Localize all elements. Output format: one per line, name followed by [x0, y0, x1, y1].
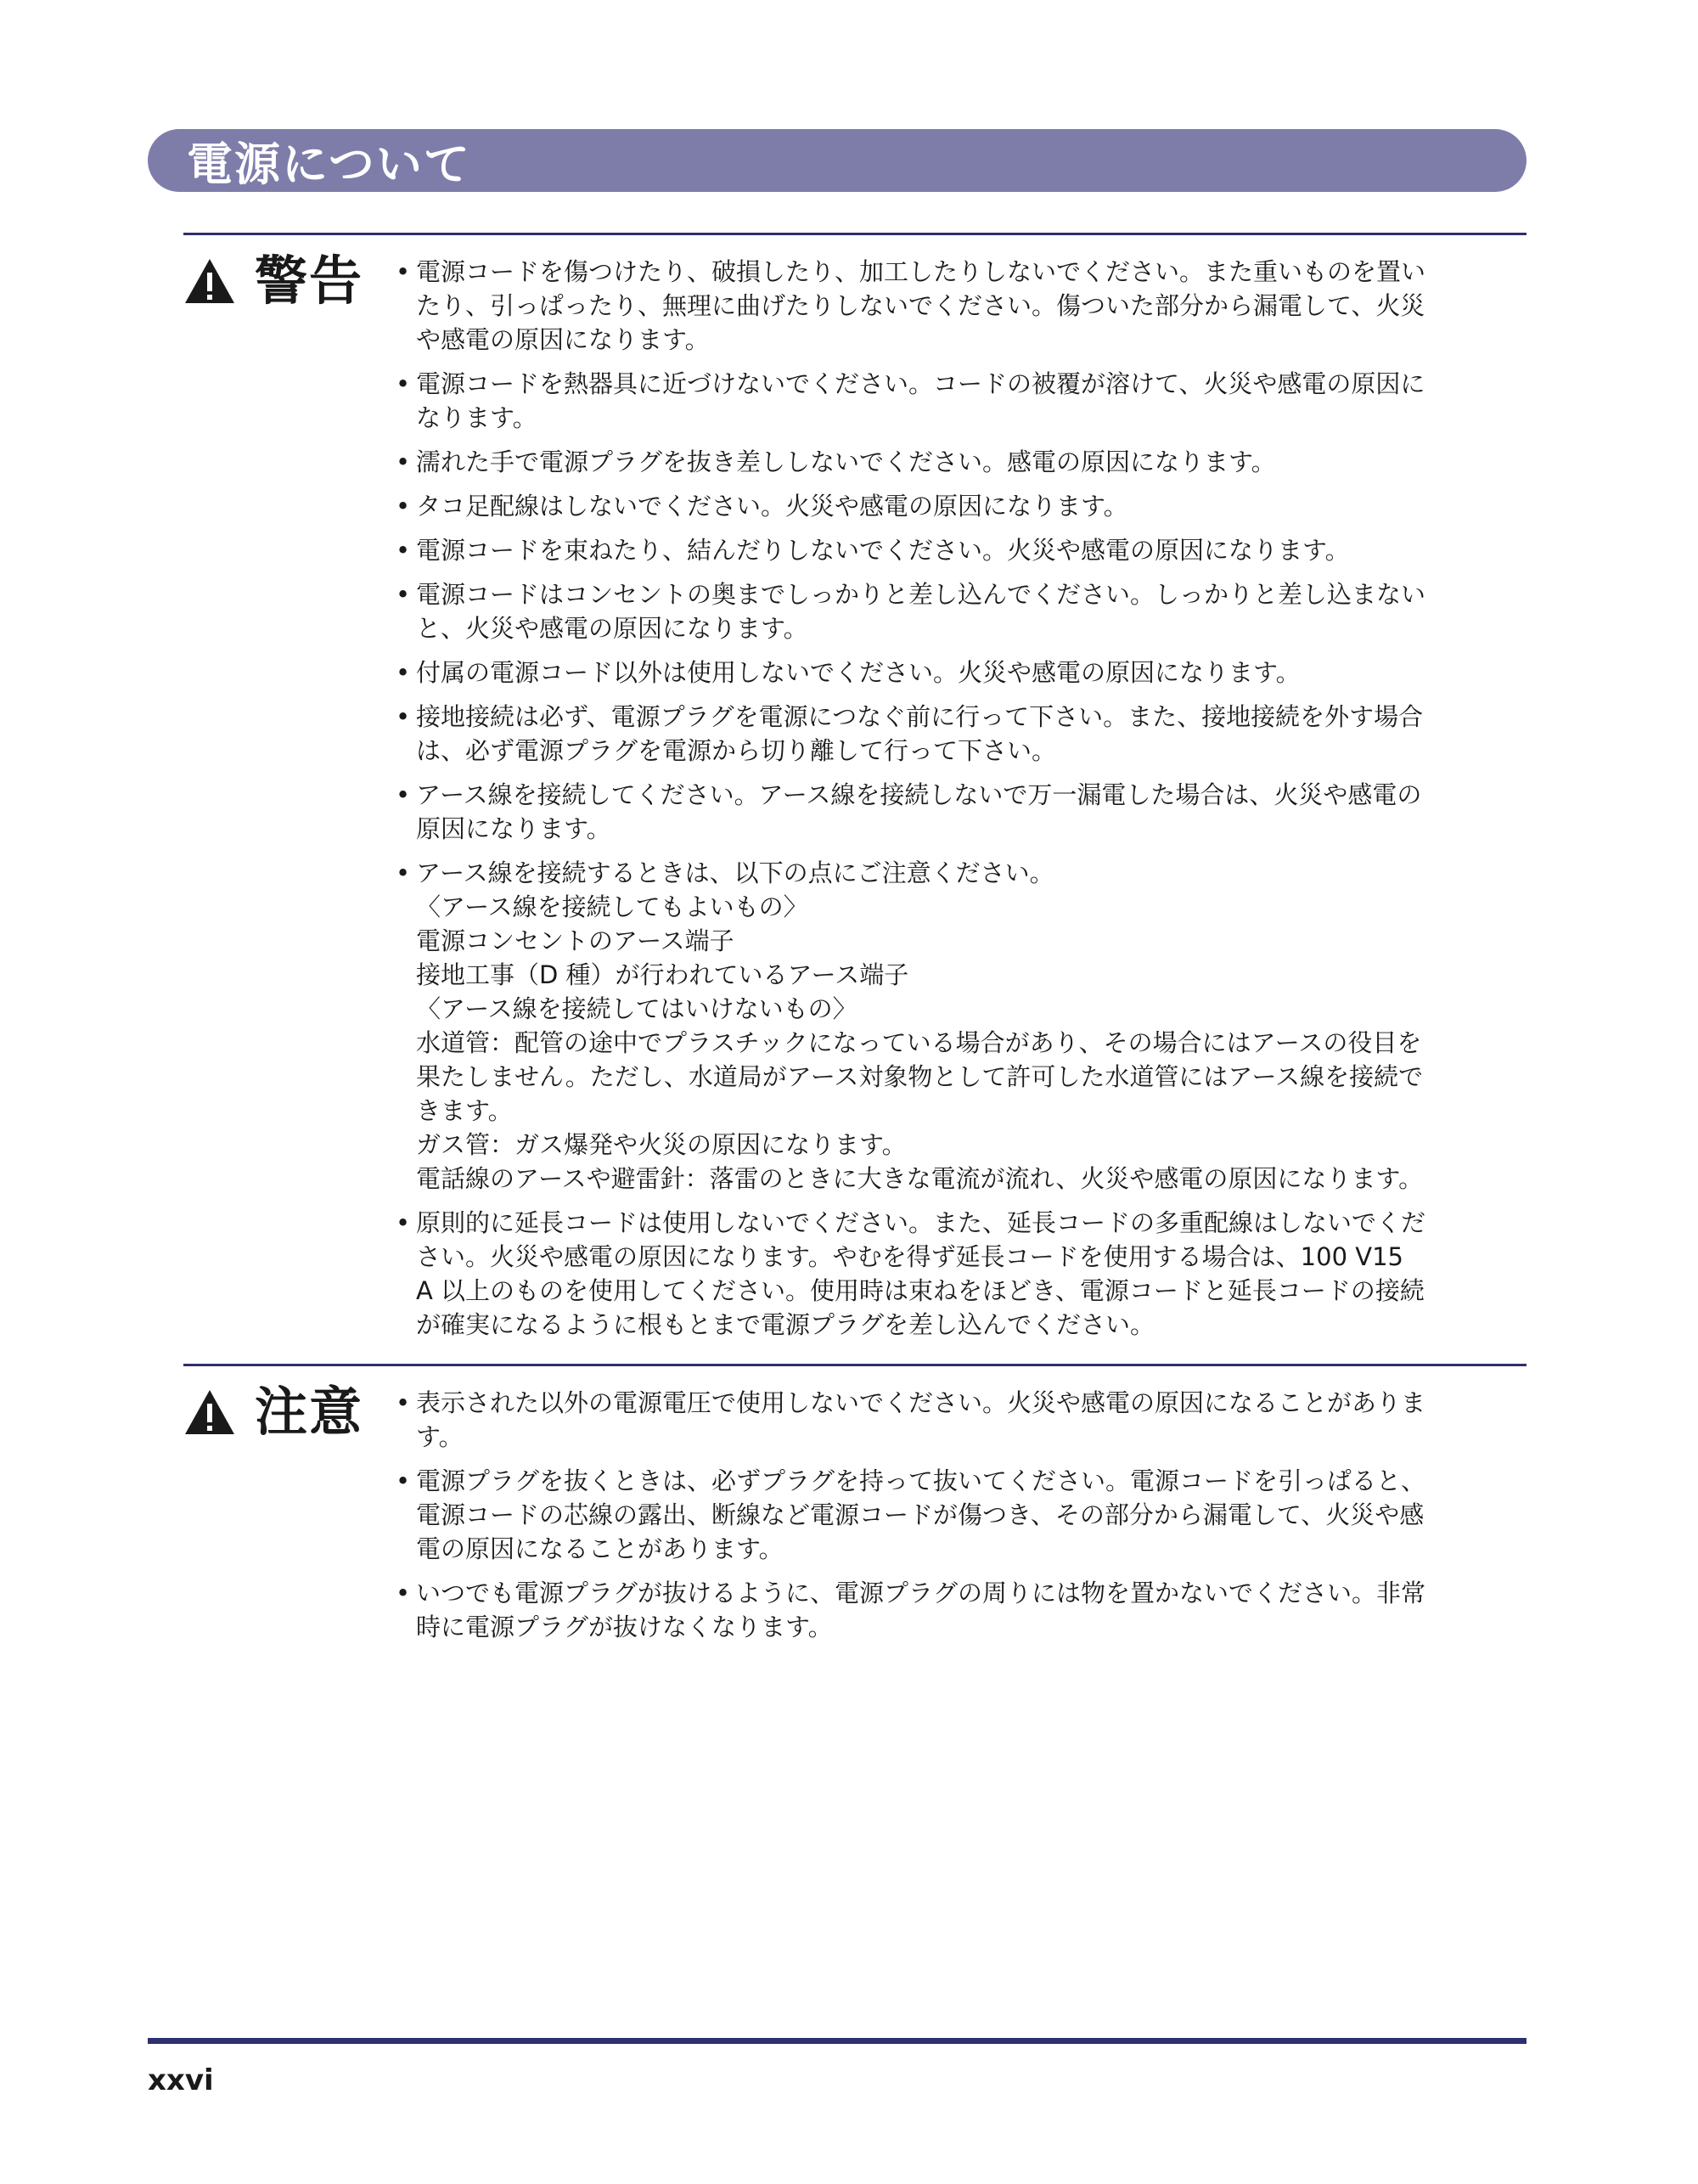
- bullet-icon: •: [396, 1579, 411, 1607]
- warning-label: 警告: [255, 250, 364, 312]
- text-line: 接地工事（D 種）が行われているアース端子: [416, 960, 909, 989]
- text-line: 電源コードを熱器具に近づけないでください。コードの被覆が溶けて、火災や感電の原因に: [416, 369, 1425, 398]
- bullet-icon: •: [396, 580, 411, 609]
- text-line: 電源コンセントのアース端子: [416, 926, 734, 955]
- bullet-icon: •: [396, 658, 411, 687]
- caution-top-rule: [183, 1364, 1527, 1366]
- text-line: きます。: [416, 1096, 513, 1125]
- page-title-bar: [148, 129, 1527, 192]
- bullet-icon: •: [396, 492, 411, 521]
- text-line: 濡れた手で電源プラグを抜き差ししないでください。感電の原因になります。: [416, 447, 1276, 476]
- text-line: 電源コードはコンセントの奥までしっかりと差し込んでください。しっかりと差し込まない: [416, 580, 1426, 609]
- page-number: xxvi: [148, 2063, 214, 2097]
- text-line: 電源コードの芯線の露出、断線など電源コードが傷つき、その部分から漏電して、火災や感: [416, 1500, 1425, 1529]
- warning-list-item: [396, 778, 1527, 846]
- text-line: 電源コードを束ねたり、結んだりしないでください。火災や感電の原因になります。: [416, 536, 1350, 565]
- text-line: 付属の電源コード以外は使用しないでください。火災や感電の原因になります。: [416, 658, 1301, 687]
- bullet-icon: •: [396, 369, 411, 398]
- text-line: 果たしません。ただし、水道局がアース対象物として許可した水道管にはアース線を接続で: [416, 1062, 1424, 1091]
- text-line: 電の原因になることがあります。: [416, 1534, 784, 1563]
- text-line: 表示された以外の電源電圧で使用しないでください。火災や感電の原因になることがありま: [416, 1388, 1426, 1417]
- text-line: 原因になります。: [416, 814, 611, 843]
- text-line: なります。: [416, 403, 537, 432]
- page-title: 電源について: [187, 137, 471, 191]
- warning-triangle-icon: [183, 257, 236, 305]
- bullet-icon: •: [396, 780, 411, 809]
- caution-heading: [183, 1381, 364, 1443]
- caution-list-item: [396, 1386, 1527, 1454]
- text-line: さい。火災や感電の原因になります。やむを得ず延長コードを使用する場合は、100 V15: [416, 1242, 1403, 1271]
- text-line: アース線を接続するときは、以下の点にご注意ください。: [416, 858, 1054, 887]
- bullet-icon: •: [396, 702, 411, 731]
- warning-list-item: [396, 656, 1527, 690]
- warning-list-item: [396, 367, 1527, 435]
- text-line: タコ足配線はしないでください。火災や感電の原因になります。: [416, 492, 1128, 521]
- bullet-icon: •: [396, 1388, 411, 1417]
- warning-list-item: [396, 533, 1527, 567]
- text-line: 電話線のアースや避雷針：落雷のときに大きな電流が流れ、火災や感電の原因になります。: [416, 1164, 1424, 1193]
- text-line: 接地接続は必ず、電源プラグを電源につなぐ前に行って下さい。また、接地接続を外す場合: [416, 702, 1424, 731]
- bullet-icon: •: [396, 536, 411, 565]
- text-line: 電源コードを傷つけたり、破損したり、加工したりしないでください。また重いものを置い: [416, 257, 1426, 286]
- text-line: す。: [416, 1422, 464, 1451]
- bullet-icon: •: [396, 858, 411, 887]
- footer-rule: [148, 2038, 1527, 2044]
- bullet-icon: •: [396, 1466, 411, 1495]
- warning-list-item: [396, 255, 1527, 357]
- caution-list-item: [396, 1464, 1527, 1566]
- text-line: 〈アース線を接続してもよいもの〉: [416, 892, 808, 921]
- warning-triangle-icon: [183, 1388, 236, 1436]
- text-line: ガス管：ガス爆発や火災の原因になります。: [416, 1130, 907, 1159]
- text-line: が確実になるように根もとまで電源プラグを差し込んでください。: [416, 1310, 1155, 1339]
- text-line: たり、引っぱったり、無理に曲げたりしないでください。傷ついた部分から漏電して、火災: [416, 291, 1425, 320]
- text-line: 電源プラグを抜くときは、必ずプラグを持って抜いてください。電源コードを引っぱると、: [416, 1466, 1426, 1495]
- text-line: いつでも電源プラグが抜けるように、電源プラグの周りには物を置かないでください。非常: [416, 1579, 1426, 1607]
- text-line: 〈アース線を接続してはいけないもの〉: [416, 994, 857, 1023]
- warning-list: [396, 255, 1527, 1352]
- bullet-icon: •: [396, 447, 411, 476]
- warning-list-item: [396, 489, 1527, 523]
- warning-list-item: [396, 445, 1527, 479]
- text-line: や感電の原因になります。: [416, 325, 710, 354]
- bullet-icon: •: [396, 257, 411, 286]
- caution-label: 注意: [255, 1381, 364, 1443]
- bullet-icon: •: [396, 1208, 411, 1237]
- text-line: アース線を接続してください。アース線を接続しないで万一漏電した場合は、火災や感電の: [416, 780, 1422, 809]
- text-line: 時に電源プラグが抜けなくなります。: [416, 1613, 833, 1641]
- text-line: 原則的に延長コードは使用しないでください。また、延長コードの多重配線はしないでくだ: [416, 1208, 1426, 1237]
- text-line: A 以上のものを使用してください。使用時は束ねをほどき、電源コードと延長コードの接続: [416, 1276, 1425, 1305]
- text-line: 水道管：配管の途中でプラスチックになっている場合があり、その場合にはアースの役目を: [416, 1028, 1422, 1057]
- caution-list-item: [396, 1576, 1527, 1644]
- text-line: は、必ず電源プラグを電源から切り離して行って下さい。: [416, 736, 1057, 765]
- warning-list-item: [396, 577, 1527, 645]
- text-line: と、火災や感電の原因になります。: [416, 614, 808, 643]
- caution-list: [396, 1386, 1527, 1654]
- warning-heading: [183, 250, 364, 312]
- warning-list-item: [396, 1206, 1527, 1342]
- warning-list-item: [396, 856, 1527, 1196]
- warning-top-rule: [183, 233, 1527, 235]
- warning-list-item: [396, 700, 1527, 768]
